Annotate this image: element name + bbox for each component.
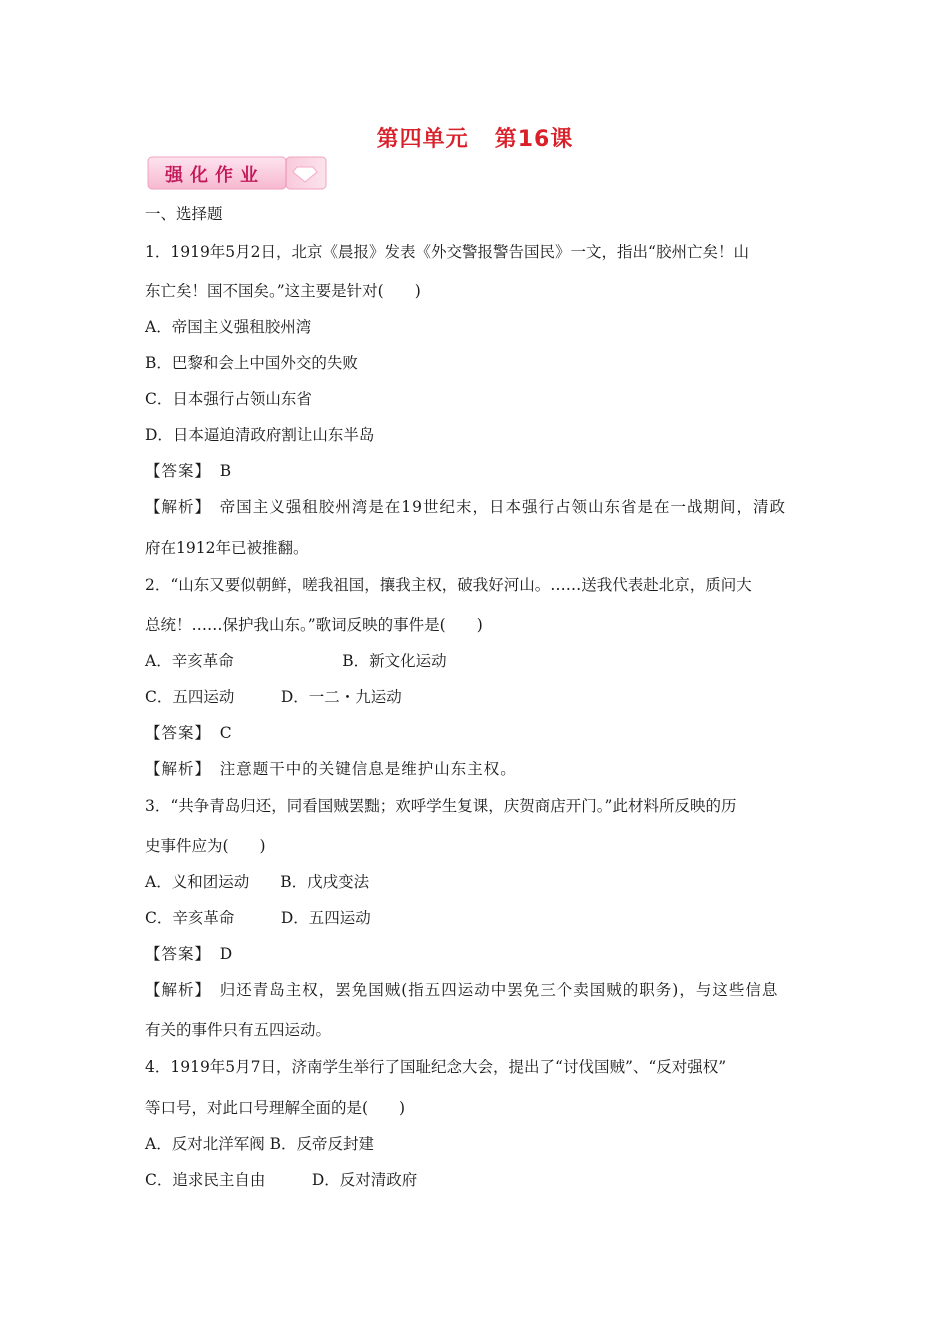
text-line: 史事件应为( ) [145, 837, 266, 855]
text-line: 总统！……保护我山东。”歌词反映的事件是( ) [145, 616, 483, 634]
analysis-line: 【解析】 帝国主义强租胶州湾是在19世纪末，日本强行占领山东省是在一战期间，清政 [145, 498, 786, 516]
answer-line: 【答案】 C [145, 724, 233, 742]
page-title-unit: 第四单元 [376, 127, 469, 152]
answer-line: 【答案】 D [145, 945, 234, 963]
section-banner [147, 155, 327, 191]
analysis-line: 【解析】 注意题干中的关键信息是维护山东主权。 [145, 760, 517, 778]
option-line: C．五四运动 D．一二・九运动 [145, 688, 402, 706]
text-line: 等口号，对此口号理解全面的是( ) [145, 1099, 406, 1117]
option-line: A．反对北洋军阀 B．反帝反封建 [145, 1135, 375, 1153]
option-line: C．追求民主自由 D．反对清政府 [145, 1171, 418, 1189]
text-line: 4．1919年5月7日，济南学生举行了国耻纪念大会，提出了“讨伐国贼”、“反对强权” [145, 1058, 727, 1076]
banner-label: 强化作业 [165, 165, 265, 186]
section-heading: 一、选择题 [145, 205, 223, 223]
text-line: 3．“共争青岛归还，同看国贼罢黜；欢呼学生复课，庆贺商店开门。”此材料所反映的历 [145, 797, 737, 815]
text-line: 1．1919年5月2日，北京《晨报》发表《外交警报警告国民》一文，指出“胶州亡矣！山 [145, 243, 749, 261]
analysis-line: 【解析】 归还青岛主权，罢免国贼(指五四运动中罢免三个卖国贼的职务)，与这些信息 [145, 981, 779, 999]
page-title-lesson: 第16课 [494, 127, 574, 152]
text-line: 有关的事件只有五四运动。 [145, 1021, 332, 1039]
option-line: A．辛亥革命 B．新文化运动 [145, 652, 447, 670]
option-line: D．日本逼迫清政府割让山东半岛 [145, 426, 375, 444]
option-line: A．帝国主义强租胶州湾 [145, 318, 312, 336]
text-line: 东亡矣！国不国矣。”这主要是针对( ) [145, 282, 421, 300]
option-line: B．巴黎和会上中国外交的失败 [145, 354, 358, 372]
option-line: C．辛亥革命 D．五四运动 [145, 909, 371, 927]
text-line: 2．“山东又要似朝鲜，嗟我祖国，攘我主权，破我好河山。……送我代表赴北京，质问大 [145, 576, 752, 594]
text-line: 府在1912年已被推翻。 [145, 539, 309, 557]
answer-line: 【答案】 B [145, 462, 233, 480]
option-line: C．日本强行占领山东省 [145, 390, 312, 408]
option-line: A．义和团运动 B．戊戌变法 [145, 873, 370, 891]
page-title [0, 122, 950, 153]
